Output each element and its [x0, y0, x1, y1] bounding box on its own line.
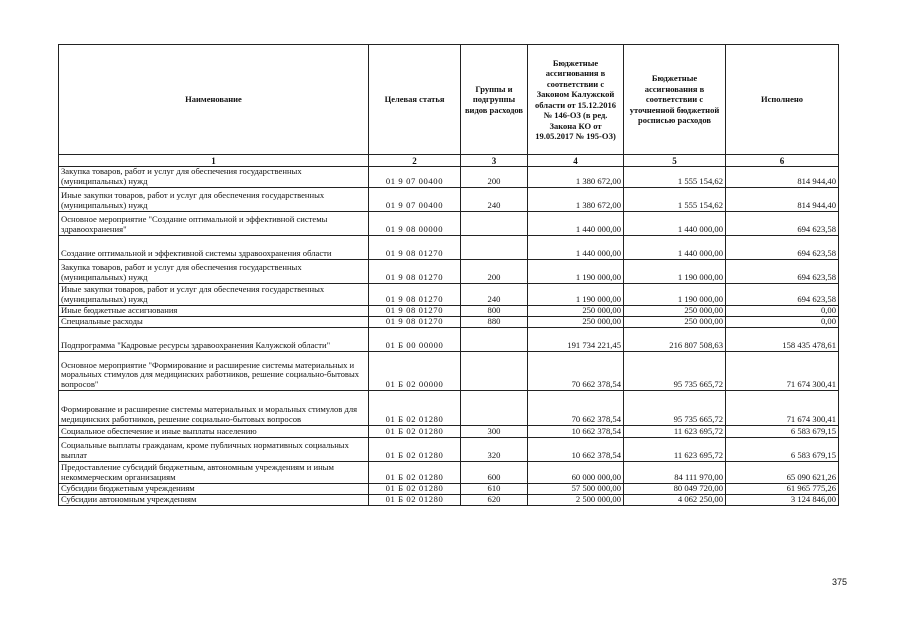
row-target-code: 01 Б 02 00000	[369, 352, 461, 391]
row-law-amount: 191 734 221,45	[528, 328, 624, 352]
table-row	[59, 236, 839, 260]
row-updated-amount: 11 623 695,72	[624, 426, 726, 438]
row-target-code: 01 9 08 01270	[369, 260, 461, 284]
table-row	[59, 328, 839, 352]
row-updated-amount: 250 000,00	[624, 317, 726, 328]
row-updated-amount: 1 555 154,62	[624, 167, 726, 188]
row-name: Специальные расходы	[59, 317, 369, 328]
row-name: Подпрограмма "Кадровые ресурсы здравоохранения Калужской области"	[59, 328, 369, 352]
table-row	[59, 462, 839, 484]
row-executed-amount: 0,00	[726, 306, 839, 317]
row-law-amount: 1 190 000,00	[528, 284, 624, 306]
row-name: Формирование и расширение системы материальных и моральных стимулов для медицинских работников, решение социально-бытовых вопросов	[59, 391, 369, 426]
column-number-row	[59, 155, 839, 167]
row-name: Социальное обеспечение и иные выплаты населению	[59, 426, 369, 438]
row-expense-group: 200	[461, 260, 528, 284]
row-target-code: 01 9 08 01270	[369, 284, 461, 306]
row-updated-amount: 216 807 508,63	[624, 328, 726, 352]
row-target-code: 01 Б 02 01280	[369, 484, 461, 495]
row-law-amount: 70 662 378,54	[528, 352, 624, 391]
row-updated-amount: 1 440 000,00	[624, 212, 726, 236]
header-target-article: Целевая статья	[369, 45, 461, 155]
row-executed-amount: 814 944,40	[726, 188, 839, 212]
row-law-amount: 70 662 378,54	[528, 391, 624, 426]
row-updated-amount: 1 440 000,00	[624, 236, 726, 260]
row-law-amount: 1 380 672,00	[528, 167, 624, 188]
row-target-code: 01 9 08 00000	[369, 212, 461, 236]
table-row	[59, 317, 839, 328]
row-executed-amount: 65 090 621,26	[726, 462, 839, 484]
row-name: Создание оптимальной и эффективной системы здравоохранения области	[59, 236, 369, 260]
table-row	[59, 212, 839, 236]
page-number: 375	[832, 577, 848, 587]
row-updated-amount: 1 190 000,00	[624, 284, 726, 306]
row-expense-group: 320	[461, 438, 528, 462]
row-target-code: 01 9 07 00400	[369, 167, 461, 188]
row-executed-amount: 71 674 300,41	[726, 352, 839, 391]
row-executed-amount: 694 623,58	[726, 236, 839, 260]
row-target-code: 01 Б 02 01280	[369, 462, 461, 484]
row-target-code: 01 9 08 01270	[369, 317, 461, 328]
row-name: Закупка товаров, работ и услуг для обеспечения государственных (муниципальных) нужд	[59, 260, 369, 284]
row-expense-group	[461, 212, 528, 236]
row-updated-amount: 95 735 665,72	[624, 391, 726, 426]
row-name: Закупка товаров, работ и услуг для обеспечения государственных (муниципальных) нужд	[59, 167, 369, 188]
header-name: Наименование	[59, 45, 369, 155]
row-expense-group	[461, 352, 528, 391]
row-law-amount: 10 662 378,54	[528, 438, 624, 462]
row-expense-group: 610	[461, 484, 528, 495]
row-law-amount: 250 000,00	[528, 317, 624, 328]
row-executed-amount: 694 623,58	[726, 212, 839, 236]
row-executed-amount: 158 435 478,61	[726, 328, 839, 352]
row-name: Иные закупки товаров, работ и услуг для обеспечения государственных (муниципальных) нужд	[59, 284, 369, 306]
row-executed-amount: 694 623,58	[726, 284, 839, 306]
row-executed-amount: 694 623,58	[726, 260, 839, 284]
row-law-amount: 1 190 000,00	[528, 260, 624, 284]
row-name: Социальные выплаты гражданам, кроме публичных нормативных социальных выплат	[59, 438, 369, 462]
row-updated-amount: 4 062 250,00	[624, 495, 726, 506]
row-updated-amount: 95 735 665,72	[624, 352, 726, 391]
row-updated-amount: 84 111 970,00	[624, 462, 726, 484]
row-law-amount: 250 000,00	[528, 306, 624, 317]
row-target-code: 01 Б 00 00000	[369, 328, 461, 352]
row-expense-group: 880	[461, 317, 528, 328]
row-executed-amount: 6 583 679,15	[726, 438, 839, 462]
table-row	[59, 284, 839, 306]
row-name: Иные бюджетные ассигнования	[59, 306, 369, 317]
header-row	[59, 45, 839, 155]
table-row	[59, 306, 839, 317]
row-target-code: 01 9 08 01270	[369, 306, 461, 317]
table-row	[59, 260, 839, 284]
table-row	[59, 426, 839, 438]
row-updated-amount: 1 555 154,62	[624, 188, 726, 212]
row-expense-group	[461, 328, 528, 352]
table-row	[59, 352, 839, 391]
row-expense-group: 200	[461, 167, 528, 188]
row-target-code: 01 Б 02 01280	[369, 391, 461, 426]
row-name: Предоставление субсидий бюджетным, автономным учреждениям и иным некоммерческим организациям	[59, 462, 369, 484]
column-number: 3	[461, 155, 528, 167]
row-name: Основное мероприятие "Создание оптимальной и эффективной системы здравоохранения"	[59, 212, 369, 236]
row-law-amount: 10 662 378,54	[528, 426, 624, 438]
row-target-code: 01 Б 02 01280	[369, 438, 461, 462]
row-updated-amount: 11 623 695,72	[624, 438, 726, 462]
row-expense-group: 800	[461, 306, 528, 317]
row-expense-group: 240	[461, 188, 528, 212]
row-expense-group: 600	[461, 462, 528, 484]
row-target-code: 01 Б 02 01280	[369, 495, 461, 506]
budget-table	[58, 44, 839, 506]
row-updated-amount: 80 049 720,00	[624, 484, 726, 495]
row-law-amount: 1 440 000,00	[528, 236, 624, 260]
row-law-amount: 60 000 000,00	[528, 462, 624, 484]
row-updated-amount: 1 190 000,00	[624, 260, 726, 284]
table-row	[59, 391, 839, 426]
header-law-allocations: Бюджетные ассигнования в соответствии с Законом Калужской области от 15.12.2016 № 146-ОЗ (в ред. Закона КО от 19.05.2017 № 195-ОЗ)	[528, 45, 624, 155]
row-name: Субсидии автономным учреждениям	[59, 495, 369, 506]
column-number: 6	[726, 155, 839, 167]
column-number: 5	[624, 155, 726, 167]
column-number: 1	[59, 155, 369, 167]
row-expense-group: 300	[461, 426, 528, 438]
table-row	[59, 167, 839, 188]
row-executed-amount: 61 965 775,26	[726, 484, 839, 495]
row-target-code: 01 9 08 01270	[369, 236, 461, 260]
column-number: 2	[369, 155, 461, 167]
budget-document	[58, 44, 838, 506]
row-target-code: 01 Б 02 01280	[369, 426, 461, 438]
row-law-amount: 1 380 672,00	[528, 188, 624, 212]
column-number: 4	[528, 155, 624, 167]
row-executed-amount: 814 944,40	[726, 167, 839, 188]
row-expense-group: 620	[461, 495, 528, 506]
row-target-code: 01 9 07 00400	[369, 188, 461, 212]
table-row	[59, 495, 839, 506]
row-executed-amount: 0,00	[726, 317, 839, 328]
row-executed-amount: 6 583 679,15	[726, 426, 839, 438]
table-row	[59, 438, 839, 462]
header-expense-groups: Группы и подгруппы видов расходов	[461, 45, 528, 155]
row-name: Основное мероприятие "Формирование и расширение системы материальных и моральных стимулов для медицинских работников, решение социально-бытовых вопросов"	[59, 352, 369, 391]
header-updated-allocations: Бюджетные ассигнования в соответствии с уточненной бюджетной росписью расходов	[624, 45, 726, 155]
row-expense-group: 240	[461, 284, 528, 306]
row-name: Субсидии бюджетным учреждениям	[59, 484, 369, 495]
table-row	[59, 188, 839, 212]
header-executed: Исполнено	[726, 45, 839, 155]
row-executed-amount: 3 124 846,00	[726, 495, 839, 506]
row-law-amount: 57 500 000,00	[528, 484, 624, 495]
row-law-amount: 2 500 000,00	[528, 495, 624, 506]
row-law-amount: 1 440 000,00	[528, 212, 624, 236]
row-updated-amount: 250 000,00	[624, 306, 726, 317]
row-executed-amount: 71 674 300,41	[726, 391, 839, 426]
table-row	[59, 484, 839, 495]
row-expense-group	[461, 236, 528, 260]
row-expense-group	[461, 391, 528, 426]
row-name: Иные закупки товаров, работ и услуг для обеспечения государственных (муниципальных) нужд	[59, 188, 369, 212]
